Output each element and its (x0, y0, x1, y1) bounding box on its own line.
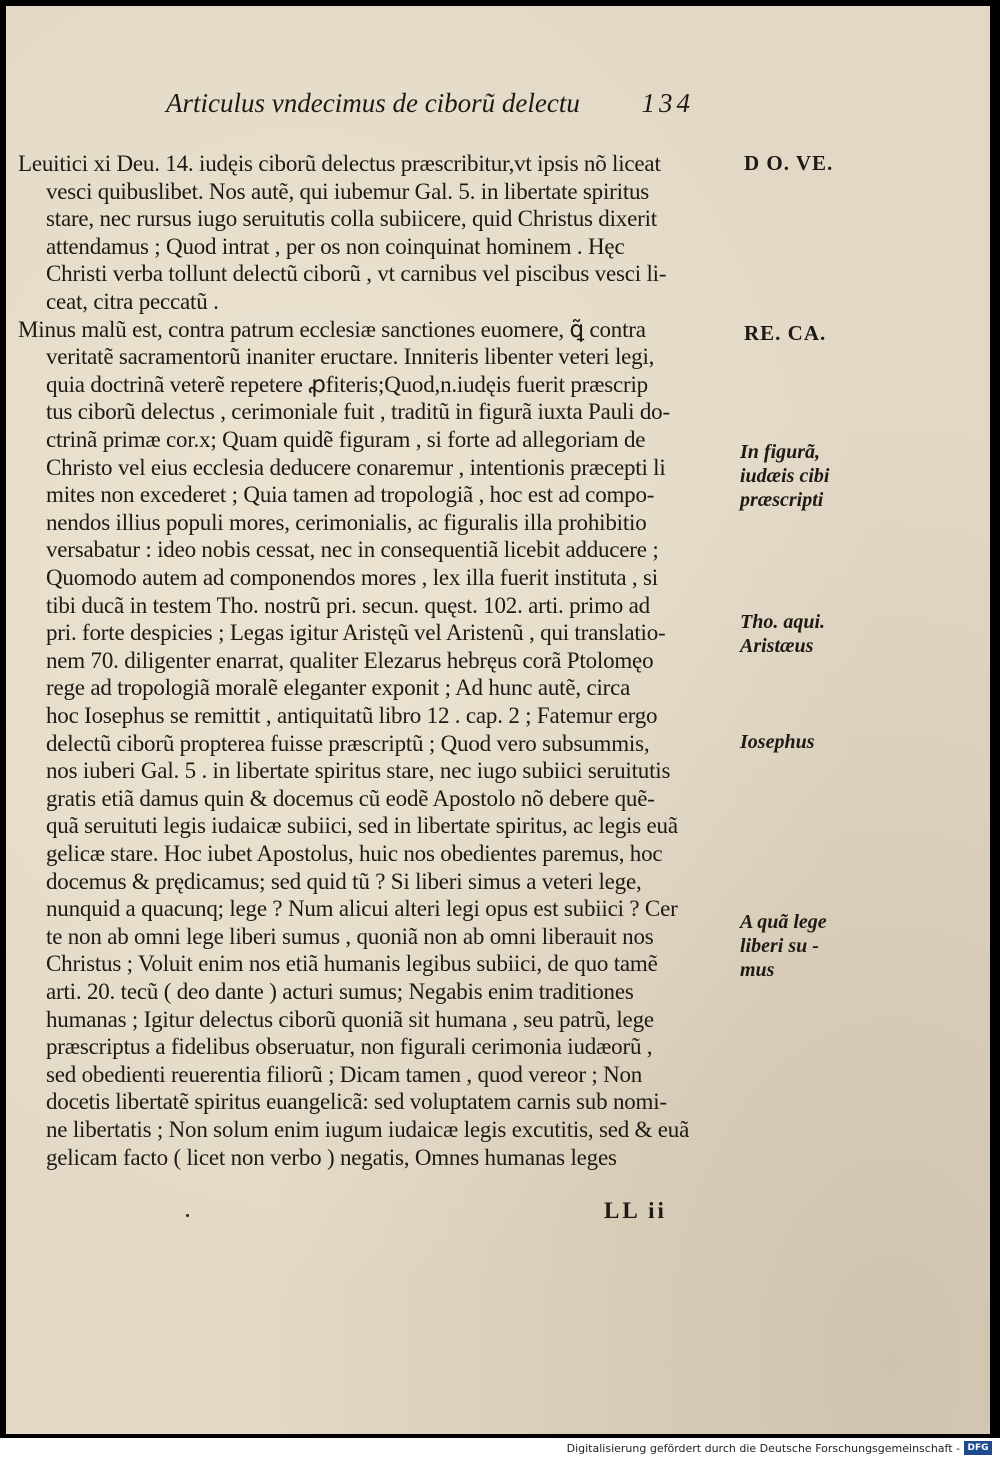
margin-note-line: In figurã, (740, 441, 821, 463)
text-line: docetis libertatẽ spiritus euangelicã: sed voluptatem carnis sub nomi- (46, 1089, 667, 1115)
signature-mark: LL ii (604, 1198, 667, 1223)
running-title: Articulus vndecimus de ciborũ delectu (166, 88, 580, 118)
text-line: quã seruituti legis iudaicæ subiici, sed in libertate spiritus, ac legis euã (46, 813, 678, 839)
margin-note-iosephus: Iosephus (740, 731, 815, 753)
margin-note-line: præscripti (740, 489, 824, 511)
text-line: te non ab omni lege liberi sumus , quoniã non ab omni liberauit nos (46, 923, 654, 949)
text-line: Christo vel eius ecclesia deducere conaremur , intentionis præcepti li (46, 454, 666, 480)
book-page (6, 6, 990, 1434)
text-line: nos iuberi Gal. 5 . in libertate spiritus stare, nec iugo subiici seruitutis (46, 758, 671, 784)
text-line: tus ciborũ delectus , cerimoniale fuit , traditũ in figurã iuxta Pauli do- (46, 399, 670, 425)
text-line: nendos illius populi mores, cerimonialis, ac figuralis illa prohibitio (46, 509, 647, 535)
printer-mark-dot (186, 1214, 189, 1217)
text-line: attendamus ; Quod intrat , per os non coinquinat hominem . Hęc (46, 233, 625, 259)
margin-note-line: liberi su - (740, 935, 819, 957)
text-line: tibi ducã in testem Tho. nostrũ pri. secun. quęst. 102. arti. primo ad (46, 592, 650, 618)
digitization-footer (0, 1438, 1000, 1459)
text-line: rege ad tropologiã moralẽ eleganter exponit ; Ad hunc autẽ, circa (46, 675, 631, 701)
margin-note-line: Tho. aqui. (740, 611, 826, 633)
text-line: quia doctrinã veterẽ repetere ꝓfiteris;Quod,n.iudęis fuerit præscrip (46, 371, 648, 397)
text-line: sed obedienti reuerentia filiorũ ; Dicam tamen , quod vereor ; Non (46, 1061, 643, 1087)
text-line: gelicæ stare. Hoc iubet Apostolus, huic nos obedientes paremus, hoc (46, 841, 663, 866)
margin-note-line: mus (740, 959, 775, 981)
text-line: veritatẽ sacramentorũ inaniter eructare. Inniteris libenter veteri legi, (46, 344, 655, 370)
text-line: docemus & prędicamus; sed quid tũ ? Si liberi simus a veteri lege, (46, 868, 642, 894)
text-line: ceat, citra peccatũ . (46, 289, 219, 314)
margin-note-in-figura (740, 440, 829, 512)
margin-abbrev-do-ve: D O. VE. (744, 151, 834, 175)
text-line: gelicam facto ( licet non verbo ) negatis, Omnes humanas leges (46, 1144, 617, 1170)
text-line: vesci quibuslibet. Nos autẽ, qui iubemur Gal. 5. in libertate spiritus (46, 178, 650, 204)
text-line: delectũ ciborũ propterea fuisse præscriptũ ; Quod vero subsummis, (46, 730, 650, 756)
margin-note-line: A quã lege (740, 911, 827, 933)
text-line: arti. 20. tecũ ( deo dante ) acturi sumus; Negabis enim traditiones (46, 979, 634, 1004)
text-line: hoc Iosephus se remittit , antiquitatũ libro 12 . cap. 2 ; Fatemur ergo (46, 703, 658, 728)
text-line: mites non excederet ; Quia tamen ad tropologiã , hoc est ad compo- (46, 482, 655, 508)
text-line: pri. forte despicies ; Legas igitur Aristęũ vel Aristenũ , qui translatio- (46, 620, 666, 646)
text-line: Minus malũ est, contra patrum ecclesiæ sanctiones euomere, ꝗ̃ contra (18, 316, 646, 342)
text-line: Christus ; Voluit enim nos etiã humanis legibus subiici, de quo tamẽ (46, 951, 658, 977)
text-line: stare, nec rursus iugo seruitutis colla subiicere, quid Christus dixerit (46, 206, 657, 232)
text-line: versabatur : ideo nobis cessat, nec in consequentiã licebit adducere ; (46, 537, 659, 563)
margin-note-tho-aqui (740, 610, 825, 658)
margin-abbrev-re-ca: RE. CA. (744, 321, 827, 345)
text-line: Quomodo autem ad componendos mores , lex illa fuerit instituta , si (46, 565, 658, 590)
text-line: ctrinã primæ cor.x; Quam quidẽ figuram , si forte ad allegoriam de (46, 427, 646, 452)
text-line: humanas ; Igitur delectus ciborũ quoniã sit humana , seu patrũ, lege (46, 1006, 654, 1032)
margin-note-line: iudæis cibi (740, 465, 830, 487)
text-line: Leuitici xi Deu. 14. iudęis ciborũ delectus præscribitur,vt ipsis nõ liceat (18, 151, 661, 176)
page-header (166, 88, 706, 128)
dfg-logo-icon: DFG (964, 1441, 992, 1455)
text-line: præscriptus a fidelibus obseruatur, non figurali cerimonia iudæorũ , (46, 1034, 653, 1060)
page-number: 134 (641, 88, 694, 118)
text-line: nunquid a quacunq; lege ? Num alicui alteri legi opus est subiici ? Cer (46, 896, 678, 922)
footer-credit: Digitalisierung gefördert durch die Deutsche Forschungsgemeinschaft - (566, 1442, 960, 1455)
text-line: gratis etiã damus quin & docemus cũ eodẽ Apostolo nõ debere quẽ- (46, 785, 655, 811)
margin-note-line: Aristæus (740, 635, 814, 657)
text-line: Christi verba tollunt delectũ ciborũ , vt carnibus vel piscibus vesci li- (46, 261, 667, 287)
text-line: nem 70. diligenter enarrat, qualiter Elezarus hebręus corã Ptolomęo (46, 647, 654, 673)
margin-note-a-qua-lege (740, 910, 827, 982)
text-line: ne libertatis ; Non solum enim iugum iudaicæ legis excutitis, sed & euã (46, 1117, 690, 1142)
